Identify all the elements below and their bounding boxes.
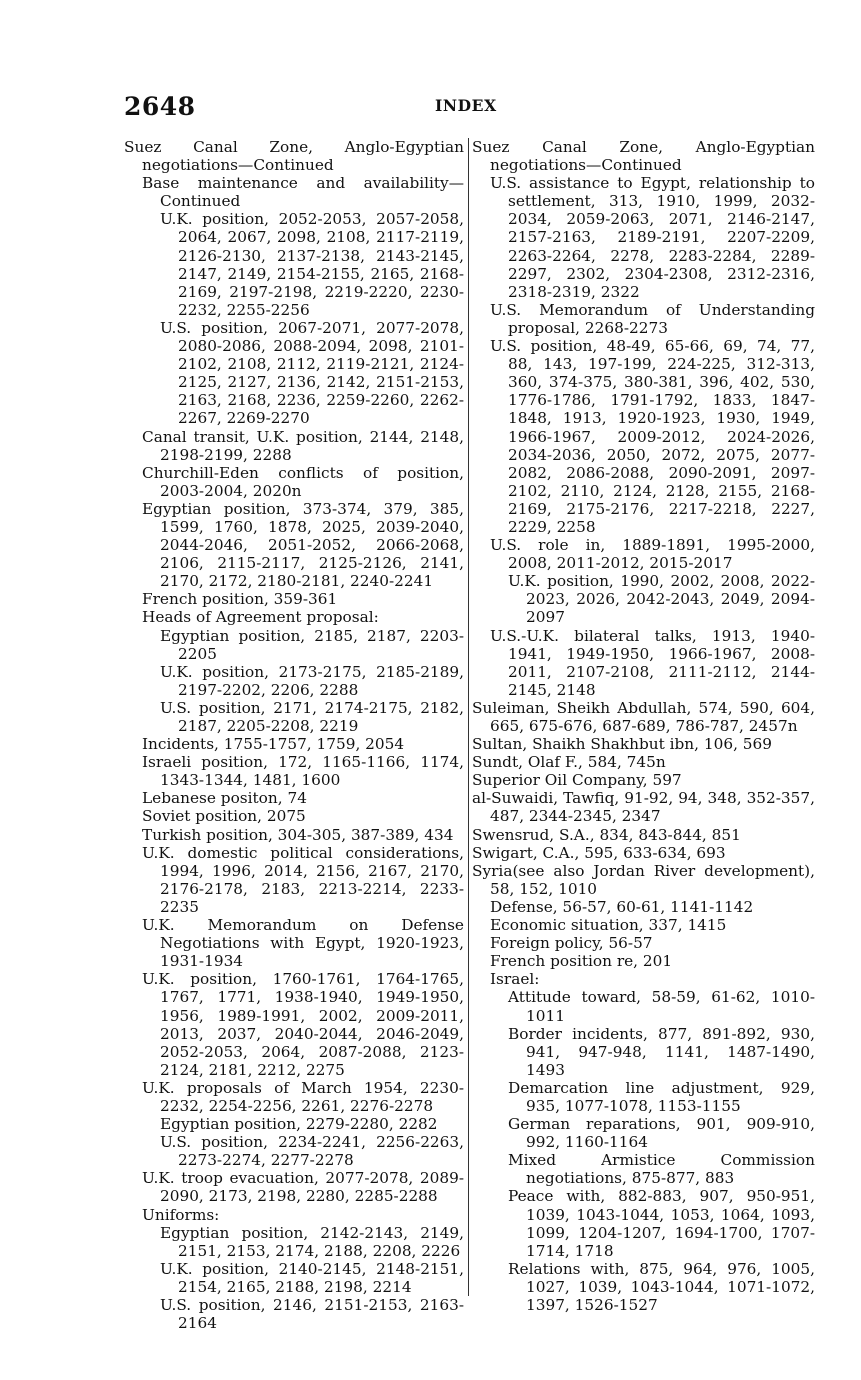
index-entry: al-Suwaidi, Tawfiq, 91-92, 94, 348, 352-357, 487, 2344-2345, 2347	[472, 789, 815, 826]
column-divider	[468, 138, 469, 1296]
index-entry: U.K. proposals of March 1954, 2230-2232, 2254-2256, 2261, 2276-2278	[142, 1078, 464, 1115]
index-entry: U.S. position, 2234-2241, 2256-2263, 2273-2274, 2277-2278	[160, 1133, 464, 1170]
index-entry: Syria(see also Jordan River development), 58, 152, 1010	[472, 861, 815, 898]
index-entry: Incidents, 1755-1757, 1759, 2054	[142, 735, 405, 754]
index-entry: U.S. position, 48-49, 65-66, 69, 74, 77, 88, 143, 197-199, 224-225, 312-313, 360, 374-375, 380-381, 396, 402, 530, 1776-1786, 1791-1792, 1833, 1847-1848, 1913, 1920-1923, 1930, 1949, 1966-1967, 2009-2012, 2024-2026, 2034-2036, 2050, 2072, 2075, 2077-2082, 2086-2088, 2090-2091, 2097-2102, 2110, 2124, 2128, 2155, 2168-2169, 2175-2176, 2217-2218, 2227, 2229, 2258	[490, 337, 815, 536]
index-entry: Israeli position, 172, 1165-1166, 1174, 1343-1344, 1481, 1600	[142, 753, 464, 790]
index-entry: U.K. domestic political considerations, 1994, 1996, 2014, 2156, 2167, 2170, 2176-2178, 2183, 2213-2214, 2233-2235	[142, 843, 464, 916]
index-entry: Economic situation, 337, 1415	[490, 916, 727, 935]
index-entry: U.S. Memorandum of Understanding proposal, 2268-2273	[490, 300, 815, 337]
index-entry: Swensrud, S.A., 834, 843-844, 851	[472, 825, 741, 844]
index-entry: Egyptian position, 2185, 2187, 2203-2205	[160, 626, 464, 663]
index-entry: Israel:	[490, 970, 540, 989]
index-entry: Foreign policy, 56-57	[490, 934, 653, 953]
index-entry: Relations with, 875, 964, 976, 1005, 1027, 1039, 1043-1044, 1071-1072, 1397, 1526-1527	[508, 1259, 815, 1314]
index-entry: U.S. role in, 1889-1891, 1995-2000, 2008, 2011-2012, 2015-2017	[490, 536, 815, 573]
index-entry: U.S. position, 2171, 2174-2175, 2182, 2187, 2205-2208, 2219	[160, 698, 464, 735]
index-entry: U.S.-U.K. bilateral talks, 1913, 1940-1941, 1949-1950, 1966-1967, 2008-2011, 2107-2108, 2111-2112, 2144-2145, 2148	[490, 626, 815, 699]
index-entry: Suez Canal Zone, Anglo-Egyptian negotiations—Continued	[124, 138, 464, 175]
index-entry: Sundt, Olaf F., 584, 745n	[472, 753, 666, 772]
index-entry: Canal transit, U.K. position, 2144, 2148, 2198-2199, 2288	[142, 427, 464, 464]
index-column-right	[472, 138, 815, 1314]
index-entry: Egyptian position, 2142-2143, 2149, 2151, 2153, 2174, 2188, 2208, 2226	[160, 1223, 464, 1260]
index-entry: U.K. position, 2052-2053, 2057-2058, 2064, 2067, 2098, 2108, 2117-2119, 2126-2130, 2137-2138, 2143-2145, 2147, 2149, 2154-2155, 2165, 2168-2169, 2197-2198, 2219-2220, 2230-2232, 2255-2256	[160, 210, 464, 319]
index-entry: U.K. position, 1990, 2002, 2008, 2022-2023, 2026, 2042-2043, 2049, 2094-2097	[508, 572, 815, 627]
index-entry: U.K. Memorandum on Defense Negotiations with Egypt, 1920-1923, 1931-1934	[142, 916, 464, 971]
index-entry: Uniforms:	[142, 1205, 220, 1224]
index-entry: Peace with, 882-883, 907, 950-951, 1039, 1043-1044, 1053, 1064, 1093, 1099, 1204-1207, 1694-1700, 1707-1714, 1718	[508, 1187, 815, 1260]
index-entry: Suez Canal Zone, Anglo-Egyptian negotiations—Continued	[472, 138, 815, 175]
index-entry: U.S. assistance to Egypt, relationship to settlement, 313, 1910, 1999, 2032-2034, 2059-2063, 2071, 2146-2147, 2157-2163, 2189-2191, 2207-2209, 2263-2264, 2278, 2283-2284, 2289-2297, 2302, 2304-2308, 2312-2316, 2318-2319, 2322	[490, 174, 815, 301]
index-entry: Attitude toward, 58-59, 61-62, 1010-1011	[508, 988, 815, 1025]
index-entry: Swigart, C.A., 595, 633-634, 693	[472, 843, 726, 862]
index-entry: French position re, 201	[490, 952, 673, 971]
index-entry: German reparations, 901, 909-910, 992, 1160-1164	[508, 1115, 815, 1152]
index-entry: Turkish position, 304-305, 387-389, 434	[142, 825, 454, 844]
index-entry: U.K. position, 1760-1761, 1764-1765, 1767, 1771, 1938-1940, 1949-1950, 1956, 1989-1991, 2002, 2009-2011, 2013, 2037, 2040-2044, 2046-2049, 2052-2053, 2064, 2087-2088, 2123-2124, 2181, 2212, 2275	[142, 970, 464, 1079]
index-entry: Suleiman, Sheikh Abdullah, 574, 590, 604, 665, 675-676, 687-689, 786-787, 2457n	[472, 698, 815, 735]
running-head: INDEX	[435, 96, 497, 115]
index-entry: U.K. troop evacuation, 2077-2078, 2089-2090, 2173, 2198, 2280, 2285-2288	[142, 1169, 464, 1206]
page-number: 2648	[124, 92, 196, 121]
index-entry: Heads of Agreement proposal:	[142, 608, 379, 627]
index-entry: U.S. position, 2146, 2151-2153, 2163-2164	[160, 1296, 464, 1333]
index-entry: Egyptian position, 2279-2280, 2282	[160, 1115, 438, 1134]
index-entry: Soviet position, 2075	[142, 807, 306, 826]
index-entry: Egyptian position, 373-374, 379, 385, 1599, 1760, 1878, 2025, 2039-2040, 2044-2046, 2051-2052, 2066-2068, 2106, 2115-2117, 2125-2126, 2141, 2170, 2172, 2180-2181, 2240-2241	[142, 499, 464, 591]
index-entry: Lebanese positon, 74	[142, 789, 307, 808]
index-entry: Base maintenance and availability—Continued	[142, 174, 464, 211]
index-entry: U.K. position, 2140-2145, 2148-2151, 2154, 2165, 2188, 2198, 2214	[160, 1259, 464, 1296]
index-entry: Mixed Armistice Commission negotiations, 875-877, 883	[508, 1151, 815, 1188]
index-entry: U.K. position, 2173-2175, 2185-2189, 2197-2202, 2206, 2288	[160, 662, 464, 699]
index-entry: Defense, 56-57, 60-61, 1141-1142	[490, 897, 754, 916]
index-column-left	[124, 138, 464, 1332]
index-entry: U.S. position, 2067-2071, 2077-2078, 2080-2086, 2088-2094, 2098, 2101-2102, 2108, 2112, 2119-2121, 2124-2125, 2127, 2136, 2142, 2151-2153, 2163, 2168, 2236, 2259-2260, 2262-2267, 2269-2270	[160, 318, 464, 428]
index-entry: Churchill-Eden conflicts of position, 2003-2004, 2020n	[142, 463, 464, 500]
index-entry: Border incidents, 877, 891-892, 930, 941, 947-948, 1141, 1487-1490, 1493	[508, 1024, 815, 1079]
index-entry: Demarcation line adjustment, 929, 935, 1077-1078, 1153-1155	[508, 1078, 815, 1115]
index-entry: Superior Oil Company, 597	[472, 771, 682, 790]
index-entry: French position, 359-361	[142, 590, 338, 609]
index-entry: Sultan, Shaikh Shakhbut ibn, 106, 569	[472, 735, 772, 754]
